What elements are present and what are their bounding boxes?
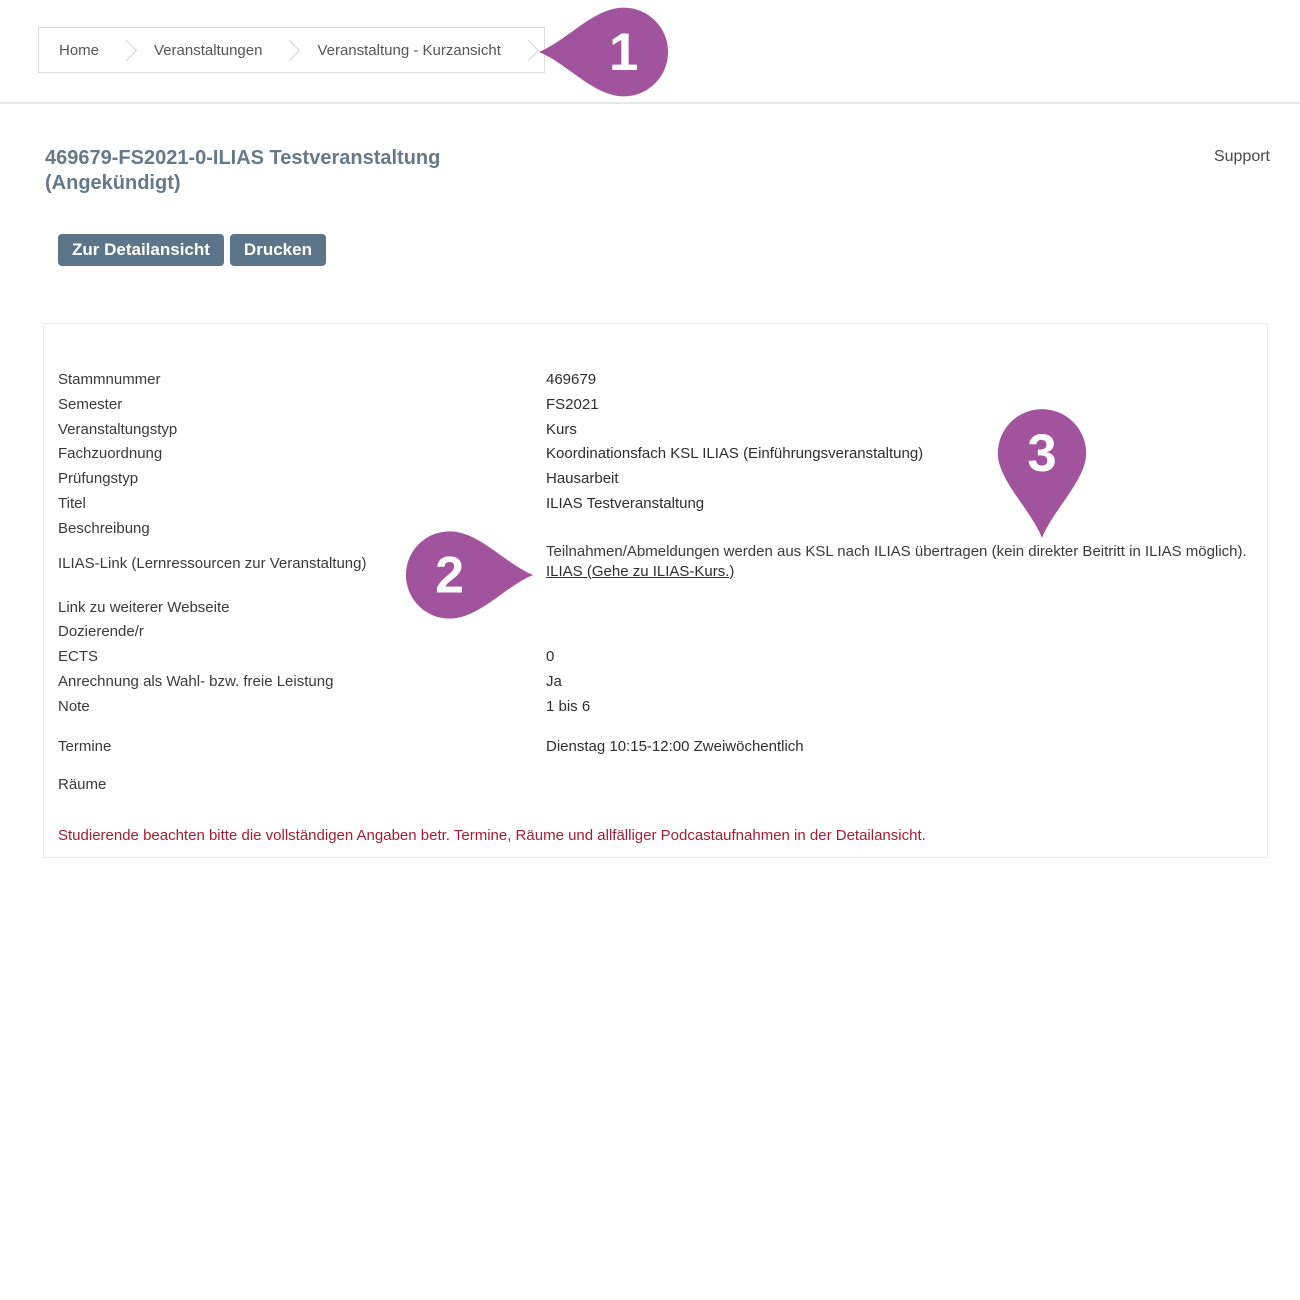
header-divider <box>0 102 1300 104</box>
ilias-value <box>546 542 1253 596</box>
row-value <box>546 517 1253 542</box>
detail-row-raeume <box>58 773 1253 798</box>
row-label: Anrechnung als Wahl- bzw. freie Leistung <box>58 672 334 690</box>
student-warning-text: Studierende beachten bitte die vollständigen Angaben betr. Termine, Räume und allfälliger Podcastaufnahmen in der Detailansicht. <box>58 827 926 845</box>
ilias-course-link[interactable]: ILIAS (Gehe zu ILIAS-Kurs.) <box>546 562 735 580</box>
detail-row-ilias-link <box>58 542 1253 596</box>
row-label: Veranstaltungstyp <box>58 420 178 438</box>
marker-3-number: 3 <box>1027 424 1057 484</box>
toolbar <box>58 234 326 266</box>
breadcrumb-item-veranstaltungen[interactable]: Veranstaltungen <box>154 41 263 59</box>
row-value: 1 bis 6 <box>546 697 591 715</box>
detail-row-stammnummer <box>58 368 1253 393</box>
row-value <box>546 620 1253 645</box>
row-value: Dienstag 10:15-12:00 Zweiwöchentlich <box>546 737 804 755</box>
row-value: FS2021 <box>546 395 599 413</box>
detail-row-termine <box>58 735 1253 760</box>
detail-row-note <box>58 695 1253 720</box>
breadcrumb-item-home[interactable]: Home <box>59 41 100 59</box>
row-value <box>546 773 1253 798</box>
page-title: 469679-FS2021-0-ILIAS Testveranstaltung (Angekündigt) <box>45 147 441 195</box>
row-label: Semester <box>58 395 123 413</box>
row-value: Kurs <box>546 420 577 438</box>
marker-1-number: 1 <box>609 22 639 82</box>
row-label: Note <box>58 697 90 715</box>
breadcrumb <box>38 27 545 73</box>
row-label: Titel <box>58 494 86 512</box>
row-value: Hausarbeit <box>546 470 619 488</box>
row-value: ILIAS Testveranstaltung <box>546 494 705 512</box>
row-value: Ja <box>546 672 562 690</box>
row-label: Räume <box>58 776 107 794</box>
chevron-right-icon <box>279 39 300 60</box>
row-value: Koordinationsfach KSL ILIAS (Einführungsveranstaltung) <box>546 445 924 463</box>
row-label: Termine <box>58 737 112 755</box>
detail-row-ects <box>58 645 1253 670</box>
detail-row-anrechnung <box>58 670 1253 695</box>
annotation-marker-1-icon <box>537 4 669 100</box>
row-value: 469679 <box>546 371 597 388</box>
row-label: ILIAS-Link (Lernressourcen zur Veranstaltung) <box>58 554 367 572</box>
detail-row-webseite <box>58 596 1253 621</box>
chevron-right-icon <box>116 39 137 60</box>
annotation-marker-3-icon <box>995 404 1089 544</box>
row-value: 0 <box>546 648 555 666</box>
print-button[interactable]: Drucken <box>230 234 326 266</box>
support-link[interactable]: Support <box>1213 148 1270 165</box>
row-label: Prüfungstyp <box>58 470 139 488</box>
breadcrumb-item-kurzansicht: Veranstaltung - Kurzansicht <box>317 41 501 59</box>
annotation-marker-2-icon <box>405 527 535 623</box>
row-label: Beschreibung <box>58 519 150 537</box>
row-label: ECTS <box>58 648 99 666</box>
row-label: Fachzuordnung <box>58 445 163 463</box>
chevron-right-icon <box>518 39 539 60</box>
row-label: Dozierende/r <box>58 623 144 641</box>
detail-view-button[interactable]: Zur Detailansicht <box>58 234 224 266</box>
ilias-note: Teilnahmen/Abmeldungen werden aus KSL nach ILIAS übertragen (kein direkter Beitritt in ILIAS möglich). <box>546 542 1247 560</box>
marker-2-number: 2 <box>435 546 465 605</box>
row-value <box>546 596 1253 621</box>
detail-row-dozierende <box>58 620 1253 645</box>
row-label: Link zu weiterer Webseite <box>58 598 230 616</box>
row-label: Stammnummer <box>58 371 161 388</box>
